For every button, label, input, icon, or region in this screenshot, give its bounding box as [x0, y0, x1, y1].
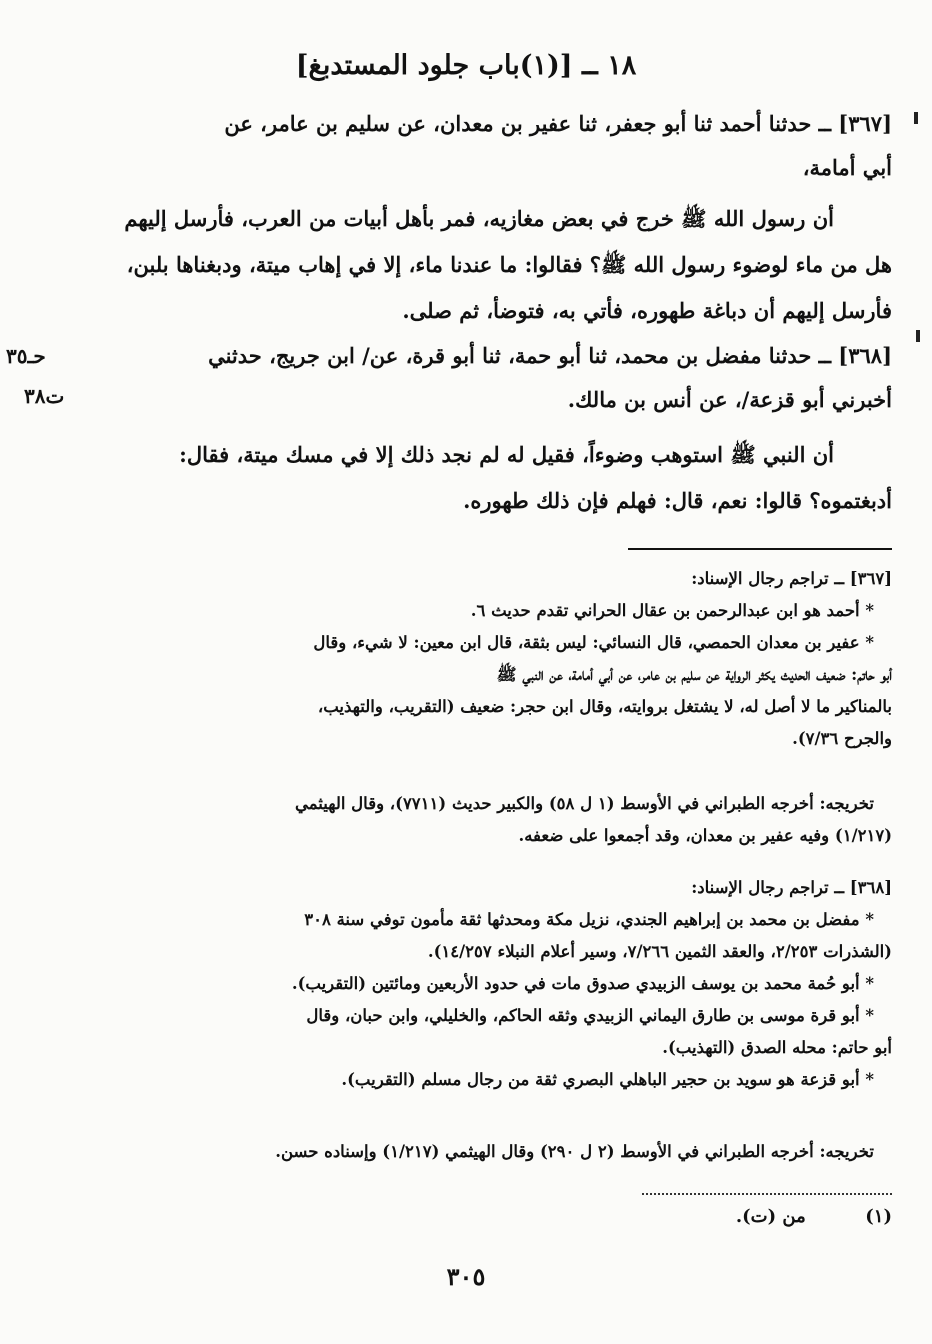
isnad-line: [٣٦٧] ــ حدثنا أحمد ثنا أبو جعفر، ثنا عفير بن معدان، عن سليم بن عامر، عن	[224, 111, 892, 136]
takhrij-line: تخريجه: أخرجه الطبراني في الأوسط (١ ل ٥٨) والكبير حديث (٧٧١١)، وقال الهيثمي	[294, 794, 874, 813]
footnote-line: (الشذرات ٢/٢٥٣، والعقد الثمين ٧/٢٦٦، وسير أعلام النبلاء ١٤/٢٥٧).	[427, 942, 892, 961]
footnotes-367	[40, 563, 892, 755]
takhrij-368	[40, 1136, 892, 1168]
hadith-367-isnad	[40, 102, 892, 190]
margin-tick	[916, 330, 920, 342]
takhrij-line: (١/٢١٧) وفيه عفير بن معدان، وقد أجمعوا على ضعفه.	[518, 826, 892, 845]
takhrij-line: تخريجه: أخرجه الطبراني في الأوسط (٢ ل ٢٩٠) وقال الهيثمي (١/٢١٧) وإسناده حسن.	[275, 1142, 874, 1161]
matn-line: أن رسول الله ﷺ خرج في بعض مغازيه، فمر بأهل أبيات من العرب، فأرسل إليهم	[124, 206, 834, 231]
matn-line: فأرسل إليهم أن دباغة طهوره، فأتي به، فتوضأ، ثم صلى.	[402, 298, 892, 323]
edition-note-text: من (ت).	[735, 1206, 806, 1227]
isnad-line: أخبرني أبو قزعة/، عن أنس بن مالك.	[567, 387, 892, 412]
matn-line: أن النبي ﷺ استوهب وضوءاً، فقيل له لم نجد ذلك إلا في مسك ميتة، فقال:	[179, 442, 834, 467]
footnote-separator	[628, 548, 892, 550]
footnote-line: أبو حاتم: محله الصدق (التهذيب).	[662, 1038, 892, 1057]
footnote-line: أبو حاتم: ضعيف الحديث يكثر الرواية عن سليم بن عامر، عن أبي أمامة، عن النبي ﷺ	[496, 665, 892, 684]
margin-note-top: حـ٣٥	[6, 344, 46, 368]
isnad-line: [٣٦٨] ــ حدثنا مفضل بن محمد، ثنا أبو حمة، ثنا أبو قرة، عن/ ابن جريج، حدثني	[208, 343, 892, 368]
margin-note-bottom: ت٣٨	[24, 384, 65, 408]
edition-note-number: (١)	[865, 1206, 892, 1227]
footnote-item: * مفضل بن محمد بن إبراهيم الجندي، نزيل مكة ومحدثها ثقة مأمون توفي سنة ٣٠٨	[304, 910, 874, 929]
chapter-title: ١٨ ــ [(١)باب جلود المستدبغ]	[295, 50, 637, 81]
matn-line: أدبغتموه؟ قالوا: نعم، قال: فهلم فإن ذلك طهوره.	[463, 488, 892, 513]
page-number: ٣٠٥	[446, 1262, 486, 1291]
footnote-item: * أبو حُمة محمد بن يوسف الزبيدي صدوق مات في حدود الأربعين ومائتين (التقريب).	[291, 974, 874, 993]
footnote-item: * أبو قزعة هو سويد بن حجير الباهلي البصري ثقة من رجال مسلم (التقريب).	[341, 1070, 874, 1089]
footnotes-368	[40, 872, 892, 1096]
footnote-item: * عفير بن معدان الحمصي، قال النسائي: ليس بثقة، قال ابن معين: لا شيء، وقال	[313, 633, 874, 652]
margin-tick	[914, 112, 918, 124]
hadith-368-text	[40, 432, 892, 524]
footnote-heading: [٣٦٧] ــ تراجم رجال الإسناد:	[691, 569, 892, 588]
hadith-367-text	[40, 196, 892, 334]
edition-notes-separator	[642, 1193, 892, 1195]
edition-note	[736, 1206, 892, 1227]
takhrij-367	[40, 788, 892, 852]
footnote-item: * أبو قرة موسى بن طارق اليماني الزبيدي وثقه الحاكم، والخليلي، وابن حبان، وقال	[306, 1006, 874, 1025]
hadith-368-isnad	[40, 334, 892, 422]
footnote-heading: [٣٦٨] ــ تراجم رجال الإسناد:	[691, 878, 892, 897]
footnote-item: * أحمد هو ابن عبدالرحمن بن عقال الحراني تقدم حديث ٦.	[470, 601, 874, 620]
isnad-line: أبي أمامة،	[802, 155, 892, 180]
matn-line: هل من ماء لوضوء رسول الله ﷺ؟ فقالوا: ما عندنا ماء، إلا في إهاب ميتة، ودبغناها بلبن،	[126, 252, 892, 277]
footnote-line: بالمناكير ما لا أصل له، لا يشتغل بروايته، وقال ابن حجر: ضعيف (التقريب، والتهذيب،	[317, 697, 892, 716]
footnote-line: والجرح ٧/٣٦).	[792, 729, 892, 748]
